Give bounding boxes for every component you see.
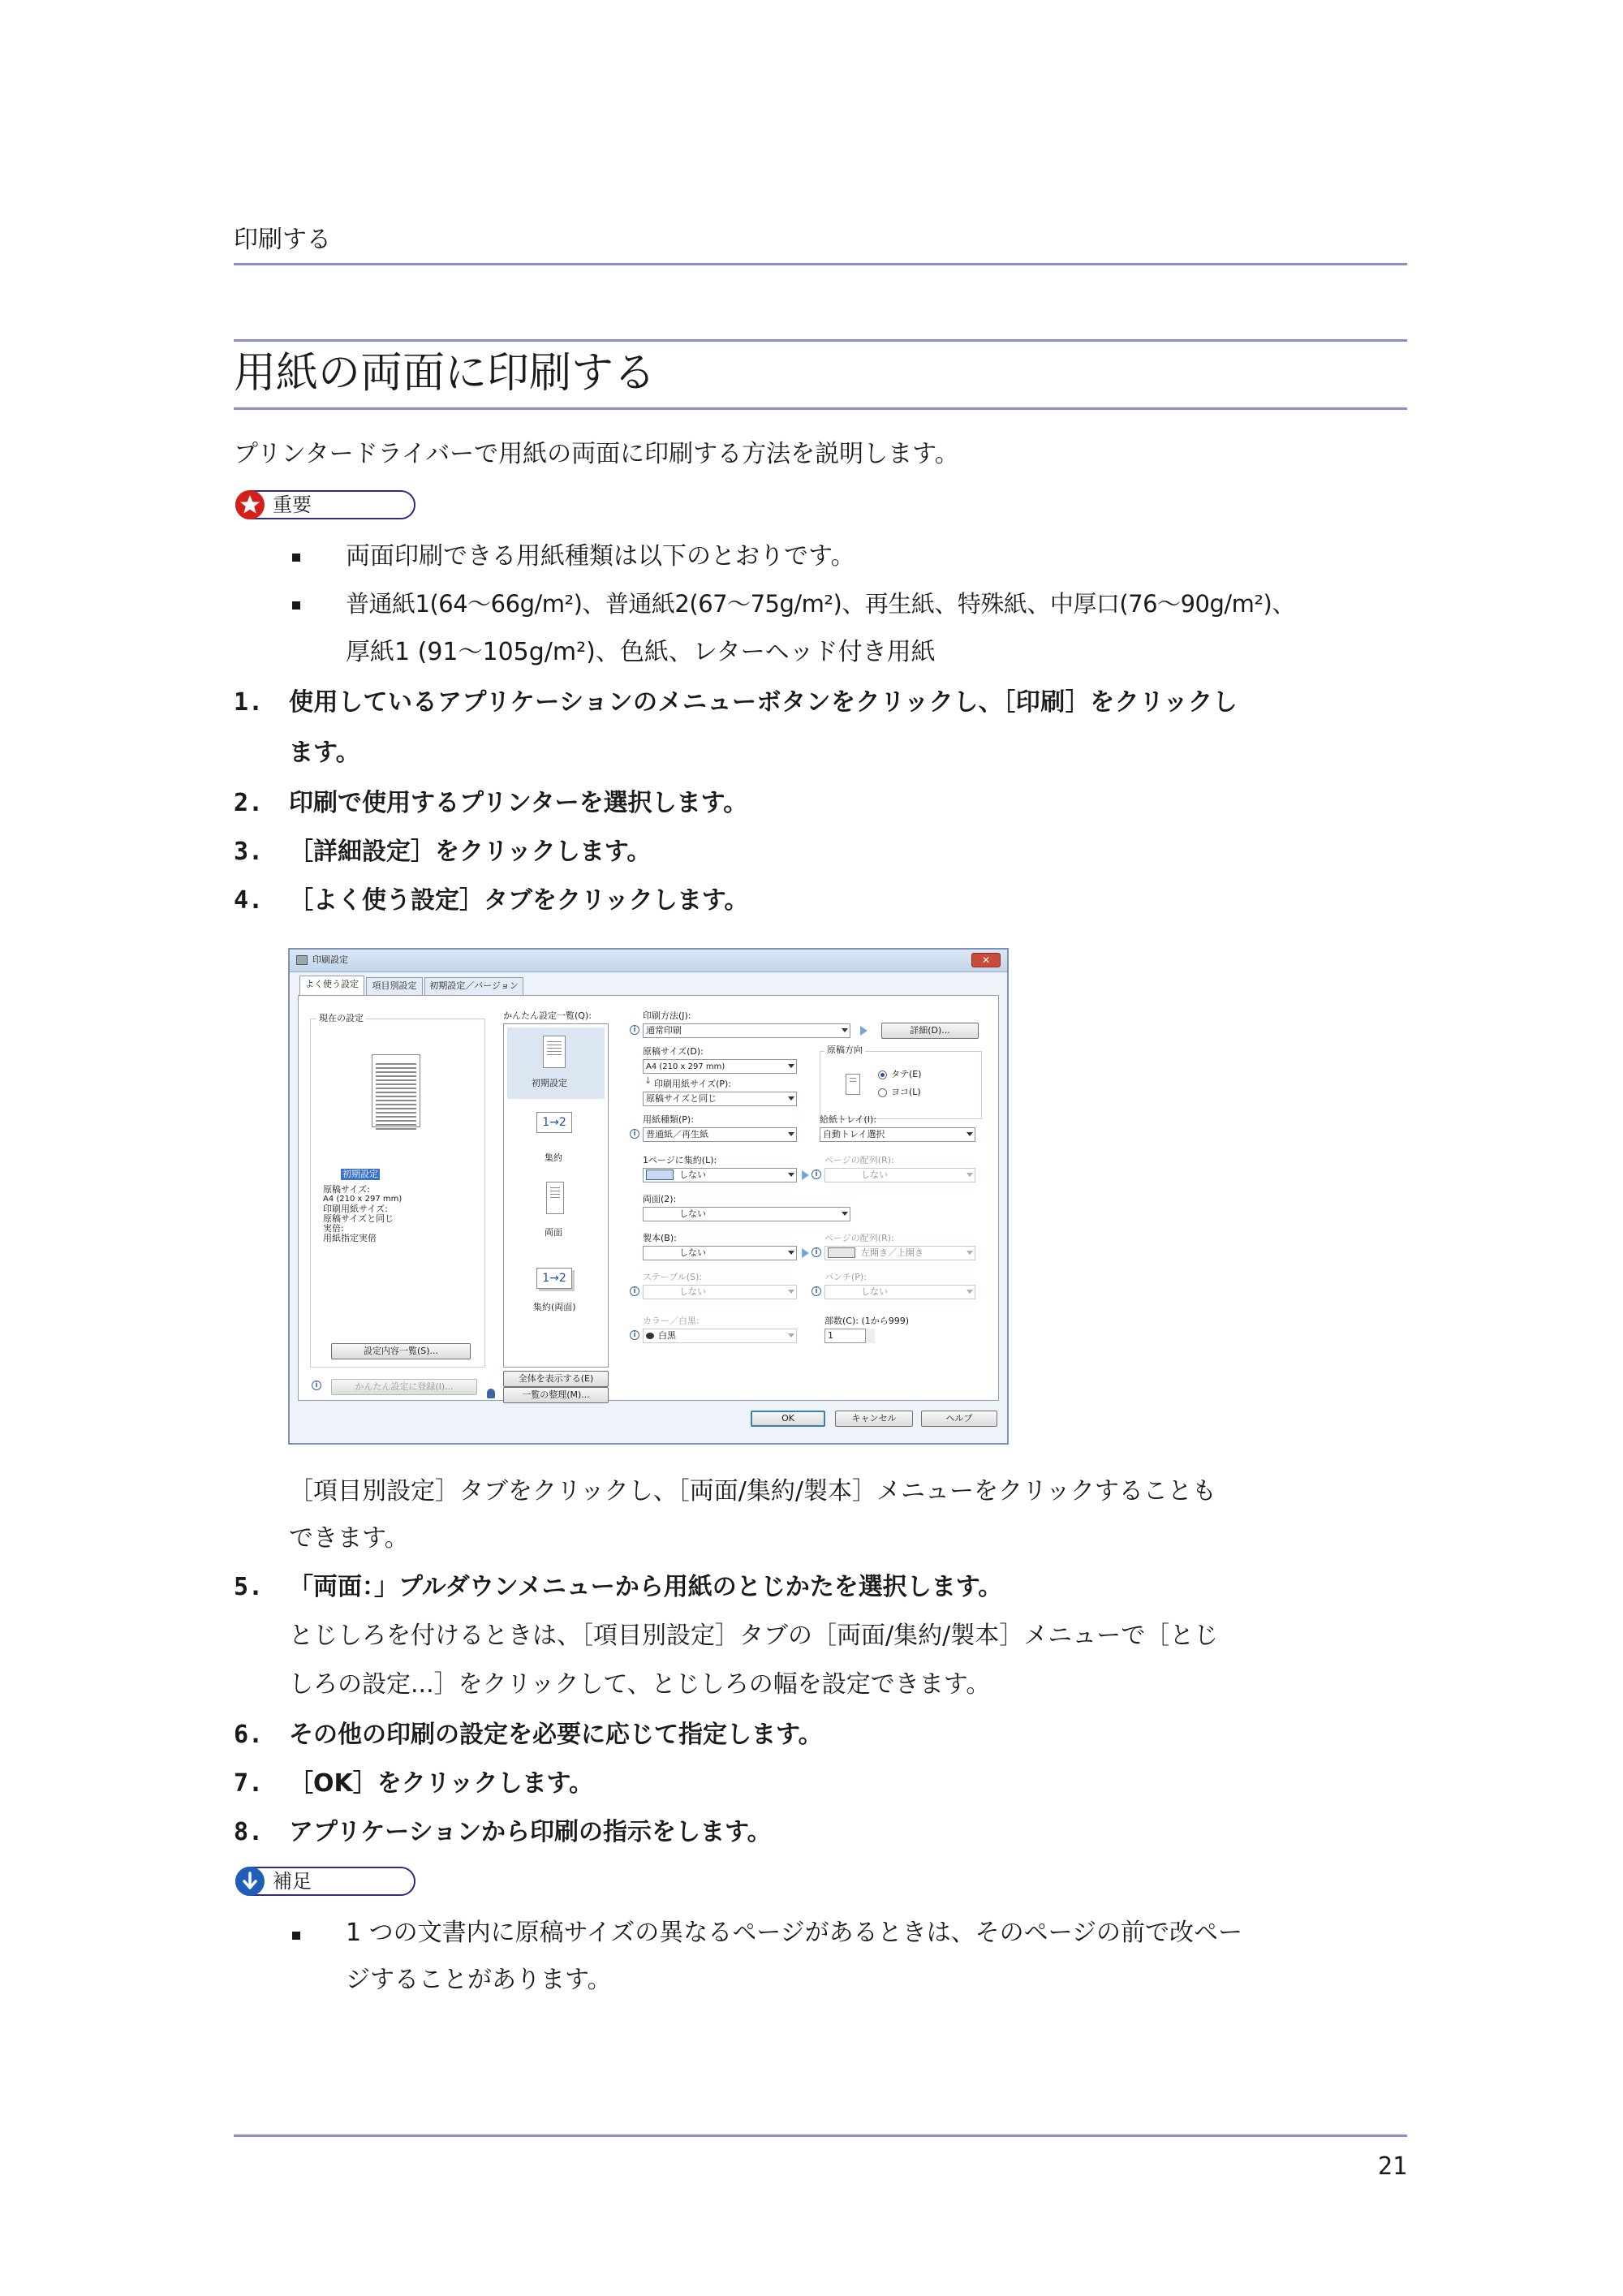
landscape-label: ヨコ(L) <box>891 1087 921 1097</box>
step-number: 8. <box>234 1818 264 1846</box>
duplex-select[interactable]: しない <box>643 1207 850 1221</box>
portrait-radio[interactable] <box>878 1070 887 1079</box>
play-icon <box>802 1248 809 1258</box>
step-text: ［詳細設定］をクリックします。 <box>289 838 652 866</box>
tab-defaults-version[interactable]: 初期設定／バージョン <box>424 977 523 995</box>
bullet-icon <box>292 1932 300 1940</box>
current-info-line: 用紙指定実倍 <box>323 1233 377 1243</box>
step-number: 7. <box>234 1769 264 1798</box>
portrait-label: タテ(E) <box>891 1069 922 1079</box>
cancel-button[interactable]: キャンセル <box>835 1411 913 1427</box>
step-number: 1. <box>234 688 264 717</box>
easy-item-label: 初期設定 <box>532 1078 567 1088</box>
important-item: 普通紙1(64～66g/m²)、普通紙2(67～75g/m²)、再生紙、特殊紙、中厚口(76～90g/m²)、 <box>346 590 1295 618</box>
supplement-label: 補足 <box>273 1870 312 1893</box>
printer-icon <box>296 955 308 965</box>
paper-size-select[interactable]: 原稿サイズと同じ <box>643 1092 797 1106</box>
easy-item-duplex[interactable] <box>507 1177 605 1248</box>
nup-duplex-icon: 1→2 <box>536 1268 572 1289</box>
intro-text: プリンタードライバーで用紙の両面に印刷する方法を説明します。 <box>234 440 959 468</box>
orientation-group <box>820 1051 982 1119</box>
info-icon: i <box>812 1247 821 1257</box>
easy-item-label: 両面 <box>545 1227 562 1238</box>
user-icon <box>487 1389 495 1398</box>
important-item-continued: 厚紙1 (91～105g/m²)、色紙、レターヘッド付き用紙 <box>346 638 936 666</box>
booklet-order-label: ページの配列(R): <box>824 1233 894 1243</box>
dialog-titlebar <box>290 950 1007 972</box>
info-icon: i <box>630 1286 639 1296</box>
running-header: 印刷する <box>234 226 331 254</box>
ok-button[interactable]: OK <box>751 1411 825 1427</box>
easy-settings-list[interactable] <box>503 1023 609 1368</box>
header-rule <box>234 263 1407 265</box>
print-settings-dialog <box>288 948 1009 1445</box>
orientation-page-icon <box>846 1074 860 1095</box>
organize-list-button[interactable]: 一覧の整理(M)... <box>503 1387 609 1403</box>
info-icon: i <box>812 1170 821 1179</box>
step-number: 5. <box>234 1573 264 1601</box>
detail-button[interactable]: 詳細(D)... <box>881 1023 979 1039</box>
original-size-label: 原稿サイズ(D): <box>643 1046 704 1057</box>
close-button[interactable]: ✕ <box>971 953 1001 967</box>
info-icon: i <box>630 1129 639 1139</box>
important-label: 重要 <box>273 493 312 516</box>
dialog-title: 印刷設定 <box>312 954 348 965</box>
color-label: カラー／白黒: <box>643 1316 700 1326</box>
booklet-layout-icon <box>828 1247 855 1258</box>
step-number: 4. <box>234 886 264 915</box>
print-method-label: 印刷方法(J): <box>643 1010 691 1021</box>
step-text-continued: ます。 <box>289 739 360 767</box>
tab-favorites[interactable]: よく使う設定 <box>299 976 364 995</box>
step-text: 印刷で使用するプリンターを選択します。 <box>289 789 748 817</box>
duplex-label: 両面(2): <box>643 1194 677 1204</box>
supplement-badge <box>235 1867 415 1896</box>
page-order-label: ページの配列(R): <box>824 1155 894 1165</box>
current-info-line: A4 (210 x 297 mm) <box>323 1195 403 1204</box>
color-select[interactable]: 白黒 <box>643 1329 797 1343</box>
current-info-line: 原稿サイズと同じ <box>323 1213 394 1224</box>
bullet-icon <box>292 601 300 610</box>
paper-type-label: 用紙種類(P): <box>643 1114 694 1125</box>
booklet-select[interactable]: しない <box>643 1246 797 1260</box>
nup-label: 1ページに集約(L): <box>643 1155 717 1165</box>
original-size-select[interactable]: A4 (210 x 297 mm) <box>643 1059 797 1074</box>
easy-item-label: 集約 <box>545 1152 562 1163</box>
default-page-icon <box>543 1036 566 1068</box>
landscape-radio[interactable] <box>878 1088 887 1097</box>
page-order-select[interactable]: しない <box>824 1168 975 1182</box>
current-info-line: 印刷用紙サイズ: <box>323 1204 388 1214</box>
footer-rule <box>234 2134 1407 2137</box>
important-badge <box>235 490 415 519</box>
page-title: 用紙の両面に印刷する <box>234 349 657 398</box>
info-icon: i <box>312 1381 321 1390</box>
info-icon: i <box>630 1330 639 1340</box>
easy-item-nup[interactable] <box>507 1102 605 1174</box>
current-settings-label: 現在の設定 <box>316 1013 366 1024</box>
favorites-panel <box>298 995 999 1401</box>
step-number: 6. <box>234 1721 264 1749</box>
supplement-text-continued: ジすることがあります。 <box>346 1966 612 1994</box>
current-info-line: 実倍: <box>323 1223 344 1234</box>
step-text: 使用しているアプリケーションのメニューボタンをクリックし、［印刷］をクリックし <box>289 688 1238 717</box>
punch-select[interactable]: しない <box>824 1285 975 1299</box>
booklet-order-select[interactable]: 左開き／上開き <box>824 1246 975 1260</box>
title-rule-top <box>234 339 1407 342</box>
punch-label: パンチ(P): <box>824 1272 867 1282</box>
duplex-page-icon <box>546 1182 564 1214</box>
important-item: 両面印刷できる用紙種類は以下のとおりです。 <box>346 542 855 571</box>
note-text: ［項目別設定］タブをクリックし、［両面/集約/製本］メニューをクリックすることも <box>289 1477 1216 1506</box>
tray-label: 給紙トレイ(I): <box>820 1114 876 1125</box>
show-all-button[interactable]: 全体を表示する(E) <box>503 1371 609 1387</box>
nup-icon: 1→2 <box>536 1112 572 1133</box>
easy-item-label: 集約(両面) <box>533 1302 576 1312</box>
easy-item-default[interactable] <box>507 1027 605 1099</box>
nup-layout-icon <box>646 1170 674 1180</box>
star-icon <box>235 490 265 519</box>
step-description: とじしろを付けるときは、［項目別設定］タブの［両面/集約/製本］メニューで［とじ <box>289 1622 1219 1650</box>
bw-icon <box>646 1333 654 1339</box>
down-arrow-icon: ↓ <box>644 1075 652 1086</box>
down-arrow-icon <box>235 1867 265 1896</box>
staple-label: ステープル(S): <box>643 1272 703 1282</box>
info-icon: i <box>630 1025 639 1035</box>
step-text: ［OK］をクリックします。 <box>289 1769 594 1798</box>
current-selected-preset: 初期設定 <box>342 1169 378 1179</box>
page-number: 21 <box>1377 2152 1407 2181</box>
nup-select[interactable]: しない <box>643 1168 797 1182</box>
settings-list-button[interactable]: 設定内容一覧(S)... <box>331 1343 471 1359</box>
easy-settings-label: かんたん設定一覧(Q): <box>503 1010 592 1021</box>
print-method-select[interactable]: 通常印刷 <box>643 1023 850 1038</box>
note-text-continued: できます。 <box>289 1524 409 1553</box>
step-number: 2. <box>234 789 264 817</box>
step-text: 「両面：」プルダウンメニューから用紙のとじかたを選択します。 <box>289 1573 1003 1601</box>
paper-size-label: 印刷用紙サイズ(P): <box>654 1079 732 1089</box>
bullet-icon <box>292 554 300 562</box>
step-text: アプリケーションから印刷の指示をします。 <box>289 1818 772 1846</box>
page-preview-icon <box>372 1054 420 1127</box>
booklet-label: 製本(B): <box>643 1233 677 1243</box>
copies-input[interactable]: 1 <box>824 1329 875 1343</box>
help-button[interactable]: ヘルプ <box>921 1411 997 1427</box>
supplement-text: 1 つの文書内に原稿サイズの異なるページがあるときは、そのページの前で改ペー <box>346 1919 1243 1947</box>
title-rule-bottom <box>234 407 1407 410</box>
tray-select[interactable]: 自動トレイ選択 <box>820 1127 975 1142</box>
play-icon <box>802 1170 809 1180</box>
orientation-label: 原稿方向 <box>824 1045 865 1056</box>
step-description-continued: しろの設定...］をクリックして、とじしろの幅を設定できます。 <box>289 1670 991 1699</box>
paper-type-select[interactable]: 普通紙／再生紙 <box>643 1127 797 1142</box>
step-text: その他の印刷の設定を必要に応じて指定します。 <box>289 1721 823 1749</box>
copies-spinner[interactable] <box>865 1329 875 1343</box>
easy-item-nup-duplex[interactable] <box>507 1251 605 1323</box>
step-text: ［よく使う設定］タブをクリックします。 <box>289 886 749 915</box>
staple-select[interactable]: しない <box>643 1285 797 1299</box>
copies-label: 部数(C): (1から999) <box>824 1316 910 1326</box>
tab-detailed[interactable]: 項目別設定 <box>366 977 423 995</box>
current-info-line: 原稿サイズ: <box>323 1184 370 1195</box>
play-icon <box>860 1026 867 1036</box>
step-number: 3. <box>234 838 264 866</box>
register-easy-setting-button[interactable]: かんたん設定に登録(I)... <box>331 1379 477 1395</box>
info-icon: i <box>812 1286 821 1296</box>
